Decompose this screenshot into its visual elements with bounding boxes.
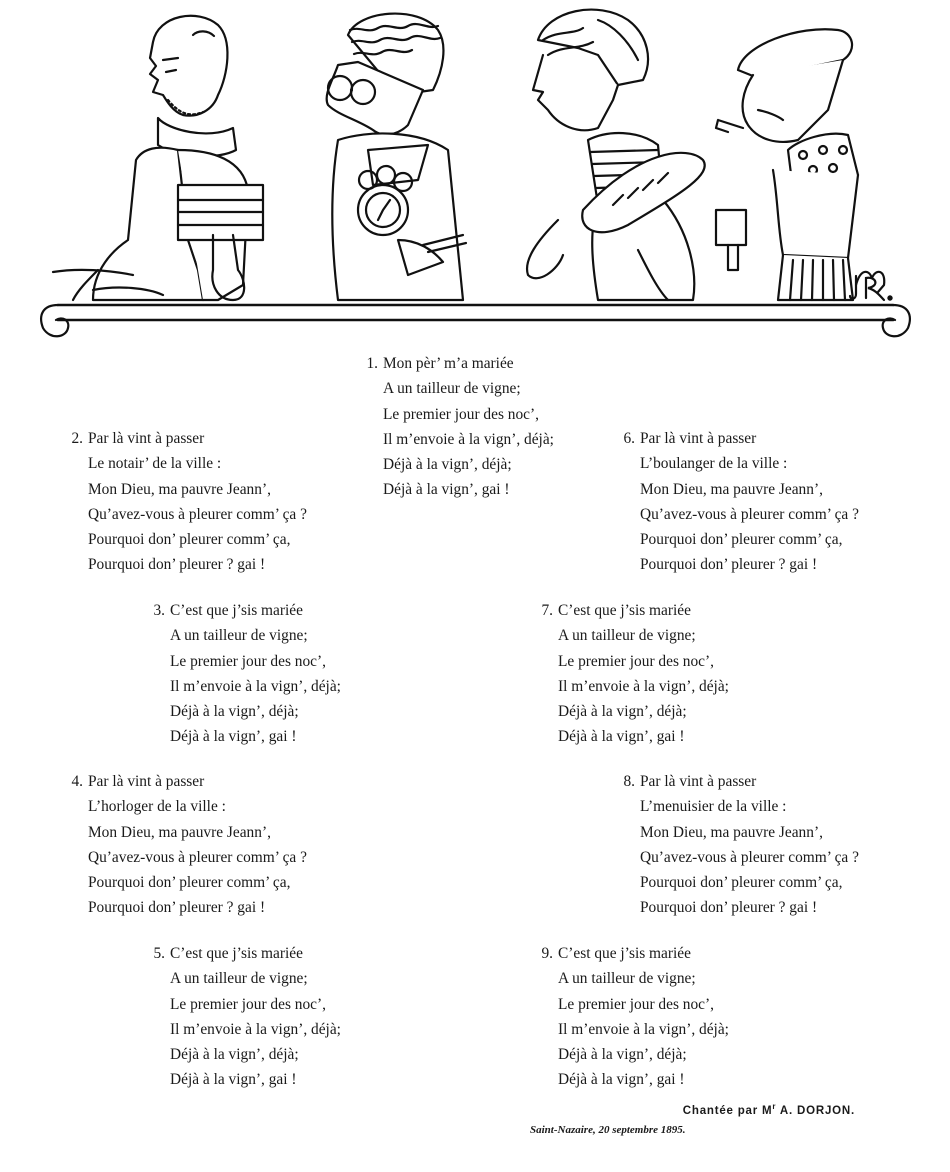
stanza-number: 9. [541, 945, 553, 962]
verse-line: C’est que j’sis mariée [558, 602, 691, 619]
verse-line: C’est que j’sis mariée [170, 602, 303, 619]
verse-line: Par là vint à passer [640, 773, 757, 790]
notary-figure [53, 16, 263, 300]
verse-line: Déjà à la vign’, déjà; [170, 703, 299, 721]
verse-line: Par là vint à passer [88, 773, 205, 790]
watchmaker-figure [327, 14, 466, 300]
place-date: Saint-Nazaire, 20 septembre 1895. [530, 1124, 686, 1136]
verse-line: Pourquoi don’ pleurer ? gai ! [88, 899, 266, 917]
caricature-illustration [38, 0, 913, 345]
verse-line: L’horloger de la ville : [88, 798, 226, 816]
verse-line: A un tailleur de vigne; [170, 970, 308, 988]
verse-line: Par là vint à passer [88, 430, 205, 447]
stanza-2 [71, 426, 307, 578]
verse-line: Mon Dieu, ma pauvre Jeann’, [640, 823, 823, 841]
verse-line: C’est que j’sis mariée [170, 945, 303, 962]
stanza-8 [623, 769, 859, 921]
stanza-number: 8. [623, 773, 635, 790]
verse-line: Il m’envoie à la vign’, déjà; [558, 1020, 729, 1038]
ledge-shelf [41, 305, 910, 336]
verse-line: Pourquoi don’ pleurer comm’ ça, [640, 531, 843, 549]
verse-line: Déjà à la vign’, gai ! [170, 728, 297, 746]
verse-line: Le notair’ de la ville : [88, 455, 222, 473]
verse-line: Il m’envoie à la vign’, déjà; [170, 1020, 341, 1038]
stanza-6 [623, 426, 859, 578]
verse-line: Pourquoi don’ pleurer comm’ ça, [88, 531, 291, 549]
stanza-number: 3. [153, 602, 165, 619]
credit-name: A. DORJON. [776, 1104, 855, 1117]
verse-line: Déjà à la vign’, déjà; [558, 1046, 687, 1064]
verse-line: Qu’avez-vous à pleurer comm’ ça ? [88, 848, 307, 866]
verse-line: Par là vint à passer [640, 430, 757, 447]
verse-line: Déjà à la vign’, gai ! [558, 1071, 685, 1089]
stanza-number: 2. [71, 430, 83, 447]
verse-line: A un tailleur de vigne; [383, 380, 521, 398]
verse-line: Le premier jour des noc’, [558, 995, 714, 1013]
stanza-number: 7. [541, 602, 553, 619]
verse-line: Déjà à la vign’, déjà; [383, 456, 512, 474]
verse-line: Pourquoi don’ pleurer comm’ ça, [88, 874, 291, 892]
baker-figure [527, 10, 705, 300]
stanza-number: 4. [71, 773, 83, 790]
verse-line: Qu’avez-vous à pleurer comm’ ça ? [88, 505, 307, 523]
verse-line: Il m’envoie à la vign’, déjà; [383, 430, 554, 448]
verse-line: Pourquoi don’ pleurer ? gai ! [88, 556, 266, 574]
credit-prefix: Chantée par M [682, 1104, 773, 1117]
verse-line: L’boulanger de la ville : [640, 455, 788, 473]
verse-line: C’est que j’sis mariée [558, 945, 691, 962]
verse-line: Qu’avez-vous à pleurer comm’ ça ? [640, 505, 859, 523]
verse-line: Il m’envoie à la vign’, déjà; [558, 677, 729, 695]
stanza-1 [366, 351, 554, 503]
stanza-number: 6. [623, 430, 635, 447]
verse-line: A un tailleur de vigne; [170, 627, 308, 645]
verse-line: Mon Dieu, ma pauvre Jeann’, [640, 480, 823, 498]
verse-line: Le premier jour des noc’, [170, 995, 326, 1013]
verse-line: Le premier jour des noc’, [558, 652, 714, 670]
verse-line: A un tailleur de vigne; [558, 627, 696, 645]
verse-line: Pourquoi don’ pleurer ? gai ! [640, 899, 818, 917]
verse-line: Le premier jour des noc’, [383, 405, 539, 423]
singer-credit [683, 1102, 855, 1117]
stanza-9 [541, 941, 729, 1093]
verse-line: Déjà à la vign’, gai ! [170, 1071, 297, 1089]
stanza-4 [71, 769, 307, 921]
verse-line: Mon Dieu, ma pauvre Jeann’, [88, 823, 271, 841]
stanza-3 [153, 598, 341, 750]
stanza-number: 1. [366, 355, 378, 372]
credit-superscript: r [772, 1102, 777, 1111]
verse-line: Déjà à la vign’, gai ! [383, 481, 510, 499]
verse-line: L’menuisier de la ville : [640, 798, 787, 816]
verse-line: Qu’avez-vous à pleurer comm’ ça ? [640, 848, 859, 866]
verse-line: Déjà à la vign’, gai ! [558, 728, 685, 746]
verse-line: Mon pèr’ m’a mariée [383, 355, 514, 372]
verse-line: Mon Dieu, ma pauvre Jeann’, [88, 480, 271, 498]
stanza-5 [153, 941, 341, 1093]
verse-line: A un tailleur de vigne; [558, 970, 696, 988]
signature-monogram [848, 272, 898, 304]
verse-line: Déjà à la vign’, déjà; [170, 1046, 299, 1064]
verse-line: Le premier jour des noc’, [170, 652, 326, 670]
stanza-7 [541, 598, 729, 750]
verse-line: Déjà à la vign’, déjà; [558, 703, 687, 721]
verse-line: Il m’envoie à la vign’, déjà; [170, 677, 341, 695]
stanza-number: 5. [153, 945, 165, 962]
carpenter-figure [716, 29, 884, 300]
verse-line: Pourquoi don’ pleurer comm’ ça, [640, 874, 843, 892]
verse-line: Pourquoi don’ pleurer ? gai ! [640, 556, 818, 574]
